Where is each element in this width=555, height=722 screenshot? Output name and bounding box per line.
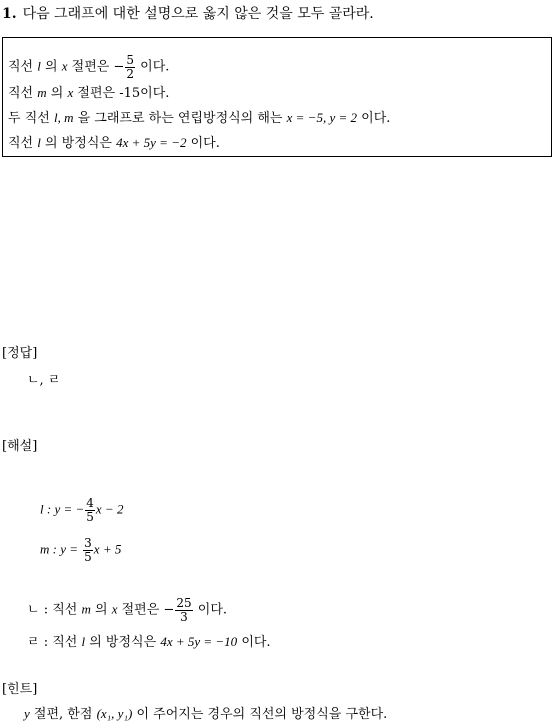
statement-2: 직선 m 의 x 절편은 -15이다. bbox=[8, 85, 170, 101]
hint-text: y 절편, 한점 (x₁, y₁) 이 주어지는 경우의 직선의 방정식을 구한다. bbox=[24, 706, 388, 722]
answer-label: [정답] bbox=[2, 346, 38, 361]
answer-value: ㄴ, ㄹ bbox=[27, 373, 61, 388]
question-number: 1. bbox=[2, 6, 17, 22]
explanation-eq-2: m : y = $\frac{3}{5}$ x + 5 bbox=[40, 536, 122, 564]
explanation-note-1: ㄴ : 직선 m 의 x 절편은 − $\frac{25}{3}$ 이다. bbox=[27, 596, 228, 624]
statement-3: 두 직선 l, m 을 그래프로 하는 연립방정식의 해는 x = −5, y = 2 이다. bbox=[8, 110, 391, 126]
explanation-label: [해설] bbox=[2, 439, 38, 454]
hint-label: [힌트] bbox=[2, 682, 38, 697]
fraction: $\frac{3}{5}$ bbox=[84, 536, 92, 564]
fraction: $\frac{5}{2}$ bbox=[126, 53, 135, 81]
question-title bbox=[2, 3, 374, 23]
statement-4: 직선 l 의 방정식은 4x + 5y = −2 이다. bbox=[8, 135, 220, 151]
statement-1: 직선 l 의 x 절편은 − $\frac{5}{2}$ 이다. bbox=[8, 53, 170, 81]
question-text: 다음 그래프에 대한 설명으로 옳지 않은 것을 모두 골라라. bbox=[22, 6, 374, 22]
explanation-eq-1: l : y = − $\frac{4}{5}$ x − 2 bbox=[40, 496, 124, 524]
explanation-note-2: ㄹ : 직선 l 의 방정식은 4x + 5y = −10 이다. bbox=[27, 634, 271, 650]
fraction: $\frac{4}{5}$ bbox=[86, 496, 94, 524]
statements-box bbox=[2, 37, 552, 157]
fraction: $\frac{25}{3}$ bbox=[176, 596, 192, 624]
